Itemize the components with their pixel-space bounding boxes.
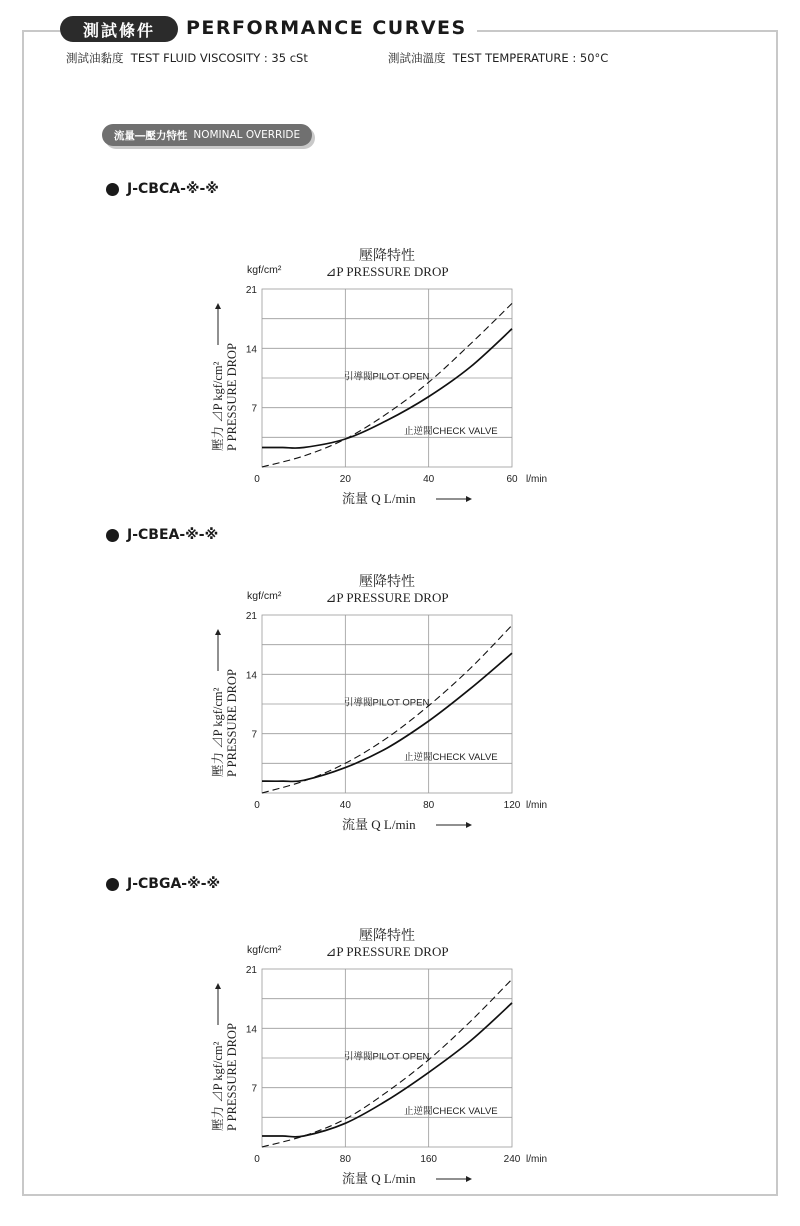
frame-top-right — [460, 30, 778, 32]
y-tick-label: 7 — [251, 729, 257, 741]
y-axis-label: 壓力 ⊿P kgf/cm² — [211, 361, 225, 451]
y-unit-label: kgf/cm² — [247, 944, 282, 956]
x-tick-label: 160 — [420, 1154, 438, 1165]
chart-subtitle: ⊿P PRESSURE DROP — [325, 264, 449, 279]
chart-subtitle: ⊿P PRESSURE DROP — [325, 590, 449, 605]
x-tick-label: 60 — [506, 474, 518, 485]
y-axis-label: 壓力 ⊿P kgf/cm² — [211, 687, 225, 777]
x-unit-label: l/min — [526, 1154, 548, 1165]
y-tick-label: 21 — [245, 285, 257, 296]
bullet-icon — [106, 183, 119, 196]
x-tick-label: 120 — [503, 800, 521, 811]
y-tick-label: 21 — [245, 611, 257, 622]
y-axis-arrow-icon — [215, 303, 221, 309]
section-pill-en: NOMINAL OVERRIDE — [193, 129, 301, 141]
series-label-check-valve: 止逆閥CHECK VALVE — [404, 1105, 498, 1117]
series-label-pilot-open: 引導閥PILOT OPEN — [344, 1051, 430, 1063]
y-tick-label: 7 — [251, 403, 257, 415]
x-tick-label: 80 — [339, 1154, 351, 1165]
pilot-open-curve — [262, 625, 512, 793]
section-pill — [102, 124, 312, 146]
pilot-open-curve — [262, 979, 512, 1147]
series-label-pilot-open: 引導閥PILOT OPEN — [344, 371, 430, 383]
series-label-pilot-open: 引導閥PILOT OPEN — [344, 697, 430, 709]
y-unit-label: kgf/cm² — [247, 590, 282, 602]
y-tick-label: 14 — [245, 670, 257, 682]
page-title: PERFORMANCE CURVES — [186, 17, 477, 39]
chart-title: 壓降特性 — [359, 247, 415, 263]
y-tick-label: 14 — [245, 344, 257, 356]
y-tick-label: 7 — [251, 1083, 257, 1095]
y-tick-label: 14 — [245, 1024, 257, 1036]
bullet-icon — [106, 529, 119, 542]
pilot-open-curve — [262, 303, 512, 467]
y-axis-label-group — [210, 983, 239, 1131]
chart-title: 壓降特性 — [359, 573, 415, 589]
y-axis-label-en: P PRESSURE DROP — [225, 669, 239, 777]
x-tick-label: 40 — [423, 474, 435, 485]
x-axis-label: 流量 Q L/min — [342, 491, 416, 506]
y-axis-label: 壓力 ⊿P kgf/cm² — [211, 1041, 225, 1131]
viscosity-condition: 測試油黏度 TEST FLUID VISCOSITY : 35 cSt — [66, 51, 308, 65]
x-tick-label: 0 — [254, 800, 260, 811]
pressure-drop-chart-2 — [0, 566, 800, 846]
y-axis-arrow-icon — [215, 629, 221, 635]
bullet-icon — [106, 878, 119, 891]
x-axis-arrow-icon — [466, 822, 472, 828]
model-label-2 — [106, 527, 218, 543]
model-label-3 — [106, 876, 220, 892]
model-label-1 — [106, 181, 219, 197]
model-name: J-CBCA-※-※ — [127, 181, 219, 197]
temperature-condition: 測試油溫度 TEST TEMPERATURE : 50°C — [388, 51, 609, 65]
x-tick-label: 240 — [503, 1154, 521, 1165]
frame-top-left — [22, 30, 60, 32]
model-name: J-CBGA-※-※ — [127, 876, 221, 892]
y-axis-label-en: P PRESSURE DROP — [225, 343, 239, 451]
series-label-check-valve: 止逆閥CHECK VALVE — [404, 751, 498, 763]
x-axis-arrow-icon — [466, 1176, 472, 1182]
chart-title: 壓降特性 — [359, 927, 415, 943]
x-unit-label: l/min — [526, 474, 548, 485]
x-axis-arrow-icon — [466, 496, 472, 502]
model-name: J-CBEA-※-※ — [127, 527, 219, 543]
x-tick-label: 40 — [339, 800, 351, 811]
y-tick-label: 21 — [245, 965, 257, 976]
chart-subtitle: ⊿P PRESSURE DROP — [325, 944, 449, 959]
x-tick-label: 0 — [254, 1154, 260, 1165]
y-axis-label-en: P PRESSURE DROP — [225, 1023, 239, 1131]
x-unit-label: l/min — [526, 800, 548, 811]
conditions-badge: 測試條件 — [60, 16, 178, 42]
series-label-check-valve: 止逆閥CHECK VALVE — [404, 425, 498, 437]
y-axis-arrow-icon — [215, 983, 221, 989]
x-tick-label: 80 — [423, 800, 435, 811]
pressure-drop-chart-3 — [0, 920, 800, 1200]
x-axis-label: 流量 Q L/min — [342, 817, 416, 832]
y-axis-label-group — [210, 629, 239, 777]
x-tick-label: 0 — [254, 474, 260, 485]
y-unit-label: kgf/cm² — [247, 264, 282, 276]
section-pill-zh: 流量―壓力特性 — [113, 129, 188, 142]
x-tick-label: 20 — [339, 474, 351, 485]
y-axis-label-group — [210, 303, 239, 451]
x-axis-label: 流量 Q L/min — [342, 1171, 416, 1186]
pressure-drop-chart-1 — [0, 240, 800, 520]
